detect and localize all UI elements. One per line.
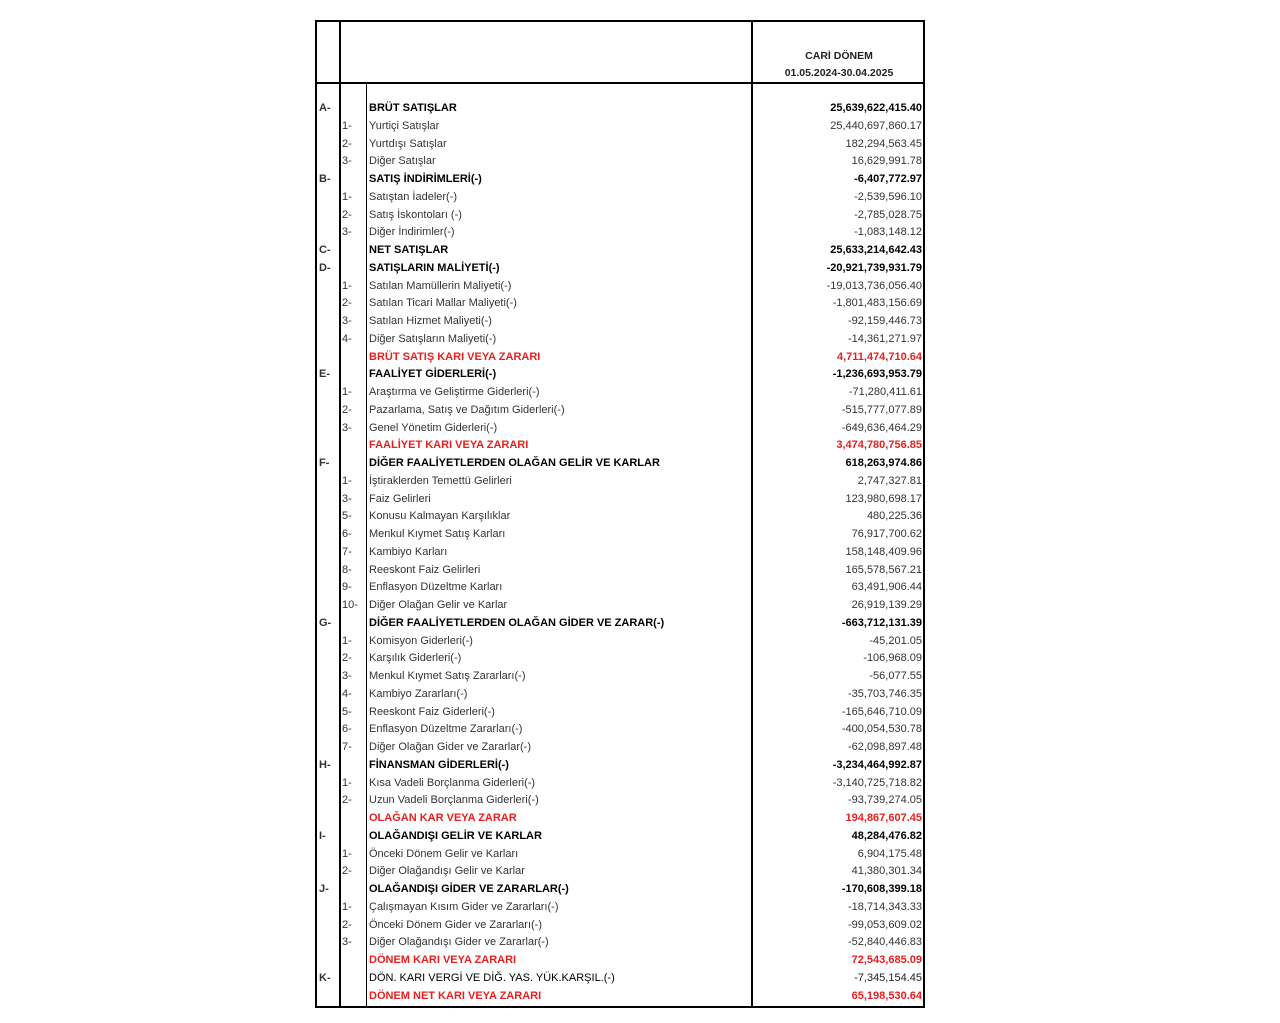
row-sub-number: 3- [342,670,352,682]
statement-row [317,331,923,349]
statement-row [317,739,923,757]
row-label: SATIŞ İNDİRİMLERİ(-) [369,173,482,185]
statement-row [317,508,923,526]
row-label: Önceki Dönem Gider ve Zararları(-) [369,918,542,931]
row-label: DÖNEM NET KARI VEYA ZARARI [369,989,542,1002]
row-code: H- [319,758,331,771]
row-sub-number: 2- [342,208,352,221]
statement-row [317,153,923,171]
row-label: Diğer İndirimler(-) [369,226,455,239]
statement-row [317,952,923,970]
row-amount: -400,054,530.78 [841,723,922,736]
row-sub-number: 1- [342,190,352,203]
row-amount: -92,159,446.73 [847,315,922,327]
row-sub-number: 5- [342,705,352,718]
row-amount: 25,440,697,860.17 [830,119,922,132]
row-amount: -515,777,077.89 [841,403,922,416]
row-sub-number: 7- [342,741,352,753]
row-label: Yurtdışı Satışlar [369,137,447,150]
statement-row [317,260,923,278]
row-amount: -2,785,028.75 [854,208,922,221]
row-sub-number: 10- [342,599,358,611]
row-label: Yurtiçi Satışlar [369,119,440,132]
row-sub-number: 5- [342,510,352,523]
row-amount: -93,739,274.05 [847,794,922,807]
row-label: FAALİYET GİDERLERİ(-) [369,368,497,381]
statement-row [317,899,923,917]
row-amount: 72,543,685.09 [851,954,922,966]
row-sub-number: 7- [342,545,352,558]
row-amount: -45,201.05 [869,634,922,647]
row-label: Araştırma ve Geliştirme Giderleri(-) [369,386,540,398]
row-sub-number: 1- [342,634,352,647]
statement-row [317,242,923,260]
row-label: Satılan Ticari Mallar Maliyeti(-) [369,297,517,310]
statement-row [317,668,923,686]
row-code: G- [319,616,332,629]
row-amount: -3,140,725,718.82 [832,776,922,789]
row-sub-number: 2- [342,137,352,150]
row-label: Diğer Satışlar [369,155,436,168]
row-amount: -14,361,271.97 [847,332,922,345]
row-amount: -7,345,154.45 [854,971,922,984]
statement-row [317,544,923,562]
period-header-title: CARİ DÖNEM [805,50,873,62]
row-label: Satılan Mamüllerin Maliyeti(-) [369,279,512,292]
statement-row [317,917,923,935]
row-label: Karşılık Giderleri(-) [369,652,462,665]
statement-row [317,295,923,313]
statement-row [317,136,923,154]
row-amount: 123,980,698.17 [845,492,922,505]
row-label: BRÜT SATIŞLAR [369,102,457,114]
statement-row [317,597,923,615]
row-label: Satıştan İadeler(-) [369,190,458,203]
statement-row [317,828,923,846]
row-amount: 25,639,622,415.40 [830,102,922,114]
row-label: Kambiyo Karları [369,545,448,558]
row-amount: 480,225.36 [866,510,922,523]
row-sub-number: 6- [342,528,352,540]
row-label: SATIŞLARIN MALİYETİ(-) [369,261,500,274]
row-sub-number: 2- [342,297,352,310]
row-amount: 6,904,175.48 [857,847,922,860]
row-amount: 4,711,474,710.64 [836,350,922,363]
row-sub-number: 3- [342,155,352,168]
row-sub-number: 3- [342,315,352,327]
row-sub-number: 2- [342,652,352,665]
row-amount: -52,840,446.83 [847,936,922,949]
row-amount: -649,636,464.29 [841,421,922,434]
row-sub-number: 8- [342,563,352,576]
row-amount: 618,263,974.86 [845,457,922,469]
row-amount: -1,236,693,953.79 [832,368,922,381]
row-label: Genel Yönetim Giderleri(-) [369,421,498,434]
row-amount: -663,712,131.39 [841,616,922,629]
row-amount: 3,474,780,756.85 [836,439,922,452]
statement-row [317,207,923,225]
row-amount: -19,013,736,056.40 [826,279,922,292]
row-sub-number: 1- [342,776,352,789]
statement-row [317,792,923,810]
statement-row [317,349,923,367]
statement-row [317,650,923,668]
row-amount: -1,083,148.12 [854,226,922,239]
row-amount: 182,294,563.45 [845,137,922,150]
row-sub-number: 3- [342,226,352,239]
row-code: K- [319,971,331,984]
statement-row [317,615,923,633]
statement-row [317,846,923,864]
row-sub-number: 6- [342,723,352,736]
row-amount: -3,234,464,992.87 [832,758,922,771]
row-label: Komisyon Giderleri(-) [369,634,473,647]
row-label: FAALİYET KARI VEYA ZARARI [369,439,529,452]
statement-row [317,579,923,597]
row-amount: 2,747,327.81 [857,474,922,487]
statement-row [317,100,923,118]
row-label: Diğer Olağan Gider ve Zararlar(-) [369,741,531,753]
row-sub-number: 2- [342,403,352,416]
statement-row [317,171,923,189]
row-amount: -99,053,609.02 [847,918,922,931]
row-amount: 65,198,530.64 [851,989,922,1002]
row-code: F- [319,457,330,469]
row-label: Enflasyon Düzeltme Zararları(-) [369,723,523,736]
statement-row [317,988,923,1006]
row-amount: -18,714,343.33 [847,900,922,913]
row-amount: 194,867,607.45 [845,812,922,824]
row-label: Önceki Dönem Gelir ve Karları [369,847,519,860]
row-amount: -71,280,411.61 [848,386,922,398]
statement-row [317,189,923,207]
row-label: Reeskont Faiz Giderleri(-) [369,705,495,718]
row-label: Menkul Kıymet Satış Karları [369,528,506,540]
row-sub-number: 3- [342,421,352,434]
row-amount: 158,148,409.96 [845,545,922,558]
row-label: Çalışmayan Kısım Gider ve Zararları(-) [369,900,559,913]
row-label: OLAĞANDIŞI GİDER VE ZARARLAR(-) [369,883,569,895]
statement-row [317,775,923,793]
row-amount: -20,921,739,931.79 [826,261,922,274]
row-label: Satış İskontoları (-) [369,208,462,221]
row-code: C- [319,244,331,256]
row-sub-number: 2- [342,865,352,878]
row-label: NET SATIŞLAR [369,244,449,256]
row-sub-number: 9- [342,581,352,594]
row-code: D- [319,261,331,274]
statement-row [317,686,923,704]
row-amount: -170,608,399.18 [841,883,922,895]
row-label: DİĞER FAALİYETLERDEN OLAĞAN GELİR VE KARLAR [369,457,660,469]
statement-row [317,562,923,580]
row-label: Kısa Vadeli Borçlanma Giderleri(-) [369,776,536,789]
row-label: OLAĞANDIŞI GELİR VE KARLAR [369,829,542,842]
statement-row [317,473,923,491]
row-label: Enflasyon Düzeltme Karları [369,581,503,594]
row-amount: -2,539,596.10 [854,190,922,203]
statement-row [317,970,923,988]
row-label: Diğer Olağandışı Gelir ve Karlar [369,865,525,878]
statement-row [317,863,923,881]
statement-row [317,366,923,384]
row-code: B- [319,173,331,185]
row-label: DÖNEM KARI VEYA ZARARI [369,954,517,966]
row-label: DÖN. KARI VERGİ VE DİĞ. YAS. YÜK.KARŞIL.(-) [369,971,615,984]
row-label: BRÜT SATIŞ KARI VEYA ZARARI [369,350,541,363]
statement-row [317,934,923,952]
income-statement-table [315,20,925,1008]
period-header [753,48,925,82]
row-label: Faiz Gelirleri [369,492,431,505]
row-code: A- [319,102,331,114]
row-amount: -106,968.09 [863,652,922,665]
row-label: FİNANSMAN GİDERLERİ(-) [369,758,509,771]
row-amount: 41,380,301.34 [851,865,922,878]
row-sub-number: 1- [342,386,352,398]
row-code: I- [319,829,326,842]
statement-row [317,721,923,739]
row-label: Diğer Olağan Gelir ve Karlar [369,599,508,611]
row-amount: 165,578,567.21 [845,563,922,576]
row-sub-number: 3- [342,492,352,505]
header-divider [317,82,923,84]
row-label: DİĞER FAALİYETLERDEN OLAĞAN GİDER VE ZARAR(-) [369,616,665,629]
row-label: Uzun Vadeli Borçlanma Giderleri(-) [369,794,539,807]
statement-row [317,313,923,331]
row-amount: 16,629,991.78 [851,155,922,168]
row-sub-number: 1- [342,119,352,132]
statement-row [317,118,923,136]
row-amount: -35,703,746.35 [847,687,922,700]
statement-row [317,384,923,402]
statement-row [317,757,923,775]
statement-row [317,402,923,420]
row-label: OLAĞAN KAR VEYA ZARAR [369,812,517,824]
row-label: Menkul Kıymet Satış Zararları(-) [369,670,526,682]
row-amount: -56,077.55 [869,670,922,682]
row-label: Diğer Satışların Maliyeti(-) [369,332,497,345]
period-header-dates: 01.05.2024-30.04.2025 [784,67,894,79]
row-label: Satılan Hizmet Maliyeti(-) [369,315,492,327]
row-sub-number: 1- [342,474,352,487]
row-sub-number: 2- [342,918,352,931]
row-sub-number: 3- [342,936,352,949]
statement-row [317,704,923,722]
row-sub-number: 4- [342,687,352,700]
row-amount: -62,098,897.48 [847,741,922,753]
row-amount: 26,919,139.29 [851,599,922,611]
row-amount: -165,646,710.09 [841,705,922,718]
statement-row [317,526,923,544]
statement-row [317,278,923,296]
statement-row [317,810,923,828]
statement-row [317,491,923,509]
row-code: J- [319,883,329,895]
row-amount: 76,917,700.62 [851,528,922,540]
row-amount: -6,407,772.97 [854,173,922,185]
row-amount: 63,491,906.44 [851,581,922,594]
statement-rows [317,100,923,1005]
row-amount: 25,633,214,642.43 [830,244,922,256]
statement-row [317,881,923,899]
row-label: Konusu Kalmayan Karşılıklar [369,510,511,523]
statement-row [317,437,923,455]
statement-row [317,455,923,473]
statement-row [317,224,923,242]
row-label: İştiraklerden Temettü Gelirleri [369,474,512,487]
row-sub-number: 1- [342,900,352,913]
statement-row [317,420,923,438]
row-amount: 48,284,476.82 [851,829,922,842]
row-amount: -1,801,483,156.69 [832,297,922,310]
row-label: Diğer Olağandışı Gider ve Zararlar(-) [369,936,549,949]
row-sub-number: 1- [342,279,352,292]
statement-row [317,633,923,651]
row-label: Reeskont Faiz Gelirleri [369,563,481,576]
row-label: Kambiyo Zararları(-) [369,687,468,700]
row-sub-number: 1- [342,847,352,860]
row-label: Pazarlama, Satış ve Dağıtım Giderleri(-) [369,403,565,416]
row-code: E- [319,368,330,381]
row-sub-number: 2- [342,794,352,807]
row-sub-number: 4- [342,332,352,345]
